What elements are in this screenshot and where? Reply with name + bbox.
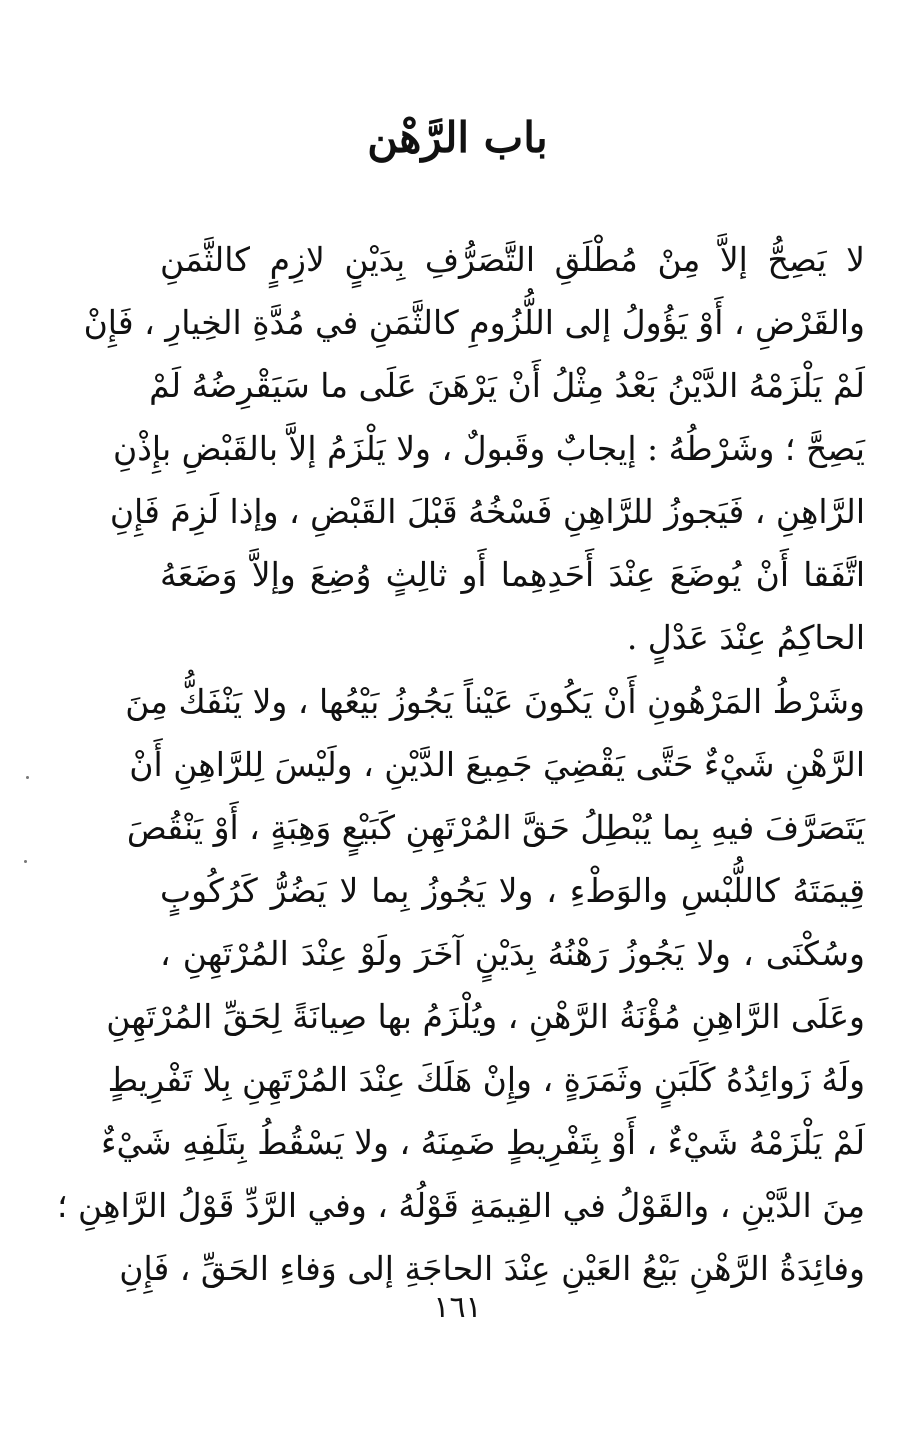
paragraph-1 — [83, 228, 865, 669]
text-line: الحاكِمُ عِنْدَ عَدْلٍ . — [626, 618, 865, 657]
text-line: وعَلَى الرَّاهِنِ مُؤْنَةُ الرَّهْنِ ، ويُلْزَمُ بها صِيانَةً لِحَقِّ المُرْتَهِنِ — [106, 997, 865, 1036]
text-line: قِيمَتَهُ كاللُّبْسِ والوَطْءِ ، ولا يَجُوزُ بِما لا يَضُرُّ كَرُكُوبٍ — [160, 871, 865, 910]
text-line: لَمْ يَلْزَمْهُ الدَّيْنُ بَعْدُ مِثْلُ أَنْ يَرْهَنَ عَلَى ما سَيَقْرِضُهُ لَمْ — [149, 366, 865, 405]
text-line: وفائِدَةُ الرَّهْنِ بَيْعُ العَيْنِ عِنْدَ الحاجَةِ إلى وَفاءِ الحَقِّ ، فَإِنِ — [119, 1249, 865, 1288]
page-number: ١٦١ — [433, 1290, 482, 1325]
text-line: وسُكْنَى ، ولا يَجُوزُ رَهْنُهُ بِدَيْنٍ آخَرَ ولَوْ عِنْدَ المُرْتَهِنِ ، — [160, 934, 865, 973]
text-line: لَمْ يَلْزَمْهُ شَيْءٌ ، أَوْ بِتَفْرِيطٍ ضَمِنَهُ ، ولا يَسْقُطُ بِتَلَفِهِ شَيْءٌ — [101, 1123, 865, 1162]
text-line: ولَهُ زَوائِدُهُ كَلَبَنٍ وثَمَرَةٍ ، وإِنْ هَلَكَ عِنْدَ المُرْتَهِنِ بِلا تَفْرِيطٍ — [107, 1060, 865, 1099]
text-line: الرَّهْنِ شَيْءٌ حَتَّى يَقْضِيَ جَمِيعَ الدَّيْنِ ، ولَيْسَ لِلرَّاهِنِ أَنْ — [129, 745, 865, 784]
chapter-title: باب الرَّهْن — [367, 113, 548, 162]
text-line: اتَّفَقا أَنْ يُوضَعَ عِنْدَ أَحَدِهِما أَو ثالِثٍ وُضِعَ وإلاَّ وَضَعَهُ — [160, 555, 865, 594]
text-line: وشَرْطُ المَرْهُونِ أَنْ يَكُونَ عَيْناً يَجُوزُ بَيْعُها ، ولا يَنْفَكُّ مِنَ — [125, 682, 865, 721]
text-line: والقَرْضِ ، أَوْ يَؤُولُ إلى اللُّزُومِ كالثَّمَنِ في مُدَّةِ الخِيارِ ، فَإِنْ — [83, 303, 865, 342]
scan-speck — [26, 776, 29, 779]
text-line: الرَّاهِنِ ، فَيَجوزُ للرَّاهِنِ فَسْخُهُ قَبْلَ القَبْضِ ، وإذا لَزِمَ فَإِنِ — [109, 492, 865, 531]
scan-speck — [24, 860, 27, 863]
paragraph-2 — [57, 670, 865, 1300]
text-line: لا يَصِحُّ إلاَّ مِنْ مُطْلَقِ التَّصَرُّفِ بِدَيْنٍ لازِمٍ كالثَّمَنِ — [160, 240, 865, 279]
text-line: يَتَصَرَّفَ فيهِ بِما يُبْطِلُ حَقَّ المُرْتَهِنِ كَبَيْعٍ وَهِبَةٍ ، أَوْ يَنْقُصَ — [126, 808, 865, 847]
text-line: مِنَ الدَّيْنِ ، والقَوْلُ في القِيمَةِ قَوْلُهُ ، وفي الرَّدِّ قَوْلُ الرَّاهِنِ ؛ — [57, 1186, 865, 1225]
text-line: يَصِحَّ ؛ وشَرْطُهُ : إيجابٌ وقَبولٌ ، ولا يَلْزَمُ إلاَّ بالقَبْضِ بإِذْنِ — [112, 429, 865, 468]
